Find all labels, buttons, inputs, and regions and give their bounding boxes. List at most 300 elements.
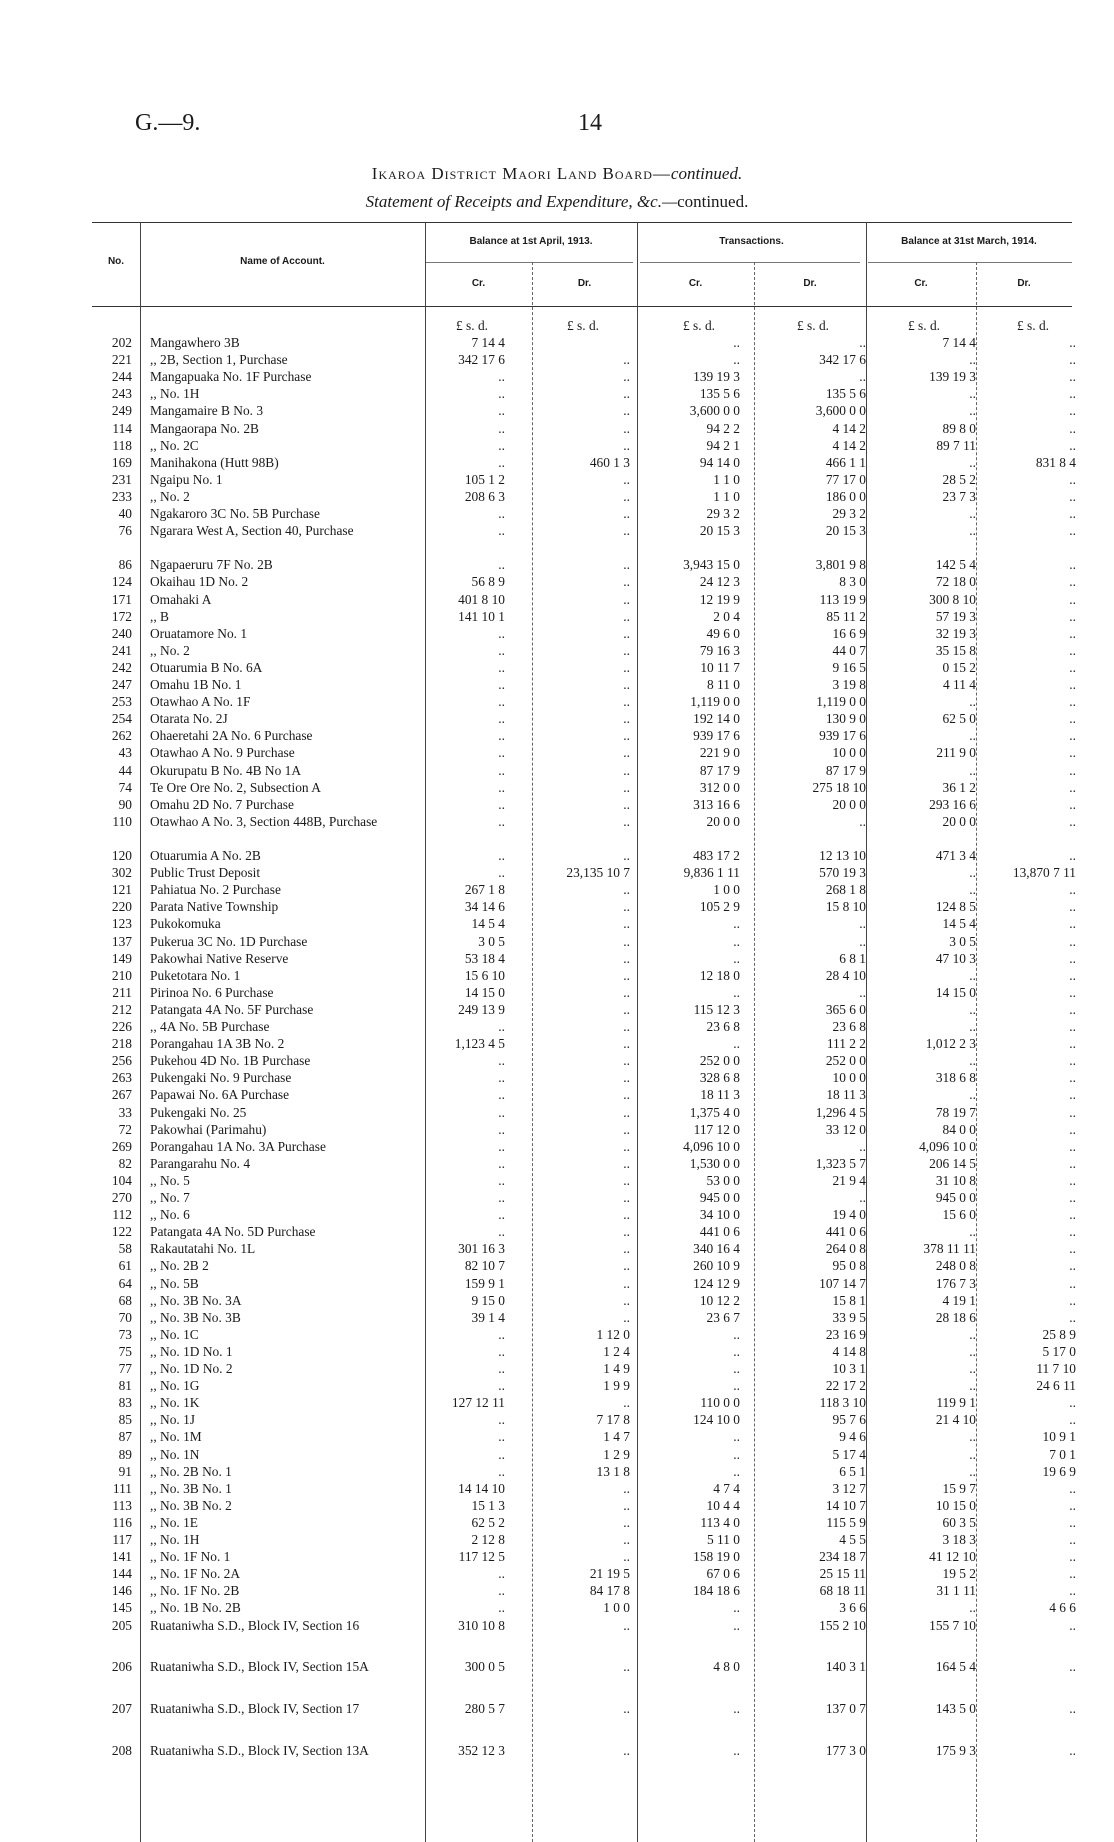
amount-a2: .. (623, 1617, 630, 1633)
amount-a3: 124 10 0 (693, 1412, 740, 1428)
amount-a3: 115 12 3 (693, 1001, 740, 1017)
page-subtitle (0, 192, 1114, 212)
amount-a3: 23 6 7 (706, 1309, 740, 1325)
amount-a1: .. (498, 1087, 505, 1103)
account-name: Otuarumia B No. 6A (150, 659, 263, 675)
amount-a1: .. (498, 1104, 505, 1120)
amount-a1: .. (498, 1155, 505, 1171)
account-number: 211 (112, 984, 132, 1000)
amount-a2: .. (623, 1172, 630, 1188)
account-number: 74 (118, 779, 132, 795)
amount-a4: .. (859, 916, 866, 932)
amount-a3: 113 4 0 (700, 1514, 740, 1530)
amount-a1: 401 8 10 (458, 591, 505, 607)
amount-a3: 1 1 0 (713, 471, 740, 487)
account-number: 118 (112, 437, 132, 453)
amount-a4: .. (859, 369, 866, 385)
amount-a6: .. (1069, 1104, 1076, 1120)
amount-a6: .. (1069, 471, 1076, 487)
amount-a5: 20 0 0 (942, 813, 976, 829)
amount-a1: .. (498, 506, 505, 521)
amount-a2: .. (623, 1701, 630, 1717)
amount-a3: .. (733, 1446, 740, 1462)
account-name: Otawhao A No. 9 Purchase (150, 745, 295, 761)
units-tx-dr: £ s. d. (797, 318, 829, 333)
account-number: 149 (111, 950, 132, 966)
amount-a6: .. (1069, 677, 1076, 692)
amount-a2: .. (623, 642, 630, 658)
account-name: Pirinoa No. 6 Purchase (150, 984, 274, 1000)
amount-a2: 1 12 0 (596, 1326, 630, 1342)
amount-a1: .. (498, 1207, 505, 1223)
amount-a6: 5 17 0 (1042, 1343, 1076, 1359)
amount-a4: .. (859, 1138, 866, 1154)
amount-a5: 7 14 4 (942, 335, 976, 350)
amount-a3: 328 6 8 (699, 1070, 740, 1086)
amount-a2: .. (623, 1087, 630, 1103)
amount-a2: .. (623, 1001, 630, 1017)
account-number: 64 (118, 1275, 132, 1291)
amount-a6: .. (1069, 488, 1076, 504)
amount-a4: .. (859, 813, 866, 829)
account-number: 70 (118, 1309, 132, 1325)
account-name: Pukehou 4D No. 1B Purchase (150, 1053, 311, 1069)
amount-a5: .. (969, 403, 976, 419)
amount-a3: 10 12 2 (699, 1292, 740, 1308)
account-name: ,, No. 1F No. 1 (150, 1549, 231, 1565)
account-number: 81 (118, 1378, 132, 1394)
account-name: Patangata 4A No. 5F Purchase (150, 1001, 314, 1017)
amount-a4: 21 9 4 (832, 1172, 866, 1188)
amount-a5: .. (969, 1326, 976, 1342)
amount-a1: .. (498, 557, 505, 573)
account-number: 231 (111, 471, 132, 487)
amount-a5: .. (969, 967, 976, 983)
amount-a6: 24 6 11 (1036, 1378, 1076, 1394)
amount-a2: 23,135 10 7 (566, 865, 630, 881)
amount-a5: 1,012 2 3 (925, 1036, 976, 1052)
amount-a4: 466 1 1 (825, 454, 866, 470)
account-number: 226 (111, 1019, 132, 1034)
amount-a4: 939 17 6 (819, 728, 866, 744)
account-number: 171 (111, 591, 132, 607)
amount-a4: 29 3 2 (832, 506, 866, 521)
amount-a5: 175 9 3 (935, 1743, 976, 1759)
amount-a1: .. (498, 386, 505, 402)
amount-a5: 248 0 8 (935, 1258, 976, 1274)
amount-a2: .. (623, 848, 630, 863)
amount-a2: 1 2 4 (603, 1343, 630, 1359)
amount-a5: 10 15 0 (935, 1497, 976, 1513)
amount-a1: .. (498, 1378, 505, 1394)
amount-a4: 95 0 8 (832, 1258, 866, 1274)
amount-a1: .. (498, 523, 505, 539)
account-number: 270 (111, 1190, 132, 1205)
account-name: Parangarahu No. 4 (150, 1155, 251, 1171)
header-no: No. (107, 256, 125, 267)
header-dr-2: Dr. (803, 278, 817, 289)
account-name: Pukerua 3C No. 1D Purchase (150, 933, 308, 949)
amount-a2: .. (623, 1258, 630, 1274)
account-number: 172 (111, 608, 132, 624)
amount-a1: .. (498, 1429, 505, 1445)
amount-a5: .. (969, 1429, 976, 1445)
amount-a1: 15 1 3 (471, 1497, 505, 1513)
amount-a6: .. (1069, 557, 1076, 573)
amount-a4: 4 14 8 (832, 1343, 866, 1359)
amount-a4: 1,119 0 0 (816, 694, 866, 710)
amount-a5: .. (969, 1224, 976, 1240)
account-number: 33 (118, 1104, 132, 1120)
page-number: 14 (578, 110, 602, 136)
amount-a6: .. (1069, 1241, 1076, 1257)
account-name: Omahu 1B No. 1 (150, 677, 242, 692)
amount-a6: .. (1069, 711, 1076, 727)
amount-a4: 441 0 6 (825, 1224, 866, 1240)
amount-a2: .. (623, 557, 630, 573)
amount-a4: 111 2 2 (826, 1036, 866, 1052)
amount-a1: 300 0 5 (464, 1659, 505, 1675)
amount-a5: 21 4 10 (935, 1412, 976, 1428)
amount-a1: 159 9 1 (464, 1275, 505, 1291)
amount-a2: .. (623, 694, 630, 710)
amount-a3: 94 2 1 (706, 437, 740, 453)
amount-a5: 23 7 3 (942, 488, 976, 504)
amount-a1: .. (498, 369, 505, 385)
amount-a5: 47 10 3 (935, 950, 976, 966)
account-number: 233 (111, 488, 132, 504)
account-name: Rakautatahi No. 1L (150, 1241, 256, 1257)
amount-a3: 1,119 0 0 (690, 694, 740, 710)
amount-a5: .. (969, 1087, 976, 1103)
account-number: 208 (111, 1743, 132, 1759)
amount-a1: .. (498, 762, 505, 778)
amount-a3: 24 12 3 (699, 574, 740, 590)
amount-a1: .. (498, 1583, 505, 1599)
amount-a4: 177 3 0 (825, 1743, 866, 1759)
account-name: Otuarumia A No. 2B (150, 848, 261, 863)
amount-a5: 0 15 2 (942, 659, 976, 675)
amount-a2: 460 1 3 (589, 454, 630, 470)
amount-a6: 13,870 7 11 (1012, 865, 1076, 881)
amount-a6: .. (1069, 1617, 1076, 1633)
amount-a6: .. (1069, 1070, 1076, 1086)
amount-a2: .. (623, 488, 630, 504)
account-number: 137 (111, 933, 132, 949)
amount-a2: .. (623, 403, 630, 419)
amount-a3: 10 4 4 (706, 1497, 740, 1513)
account-name: Papawai No. 6A Purchase (150, 1087, 290, 1103)
amount-a6: .. (1069, 1036, 1076, 1052)
account-name: ,, No. 3B No. 3A (150, 1292, 242, 1308)
amount-a2: .. (623, 882, 630, 898)
amount-a4: 10 0 0 (832, 1070, 866, 1086)
amount-a6: .. (1069, 728, 1076, 744)
amount-a6: .. (1069, 608, 1076, 624)
account-name: Ngakaroro 3C No. 5B Purchase (150, 506, 320, 521)
amount-a5: .. (969, 694, 976, 710)
account-number: 40 (118, 506, 132, 521)
amount-a4: 22 17 2 (825, 1378, 866, 1394)
amount-a6: .. (1069, 1019, 1076, 1034)
amount-a1: .. (498, 694, 505, 710)
amount-a3: 313 16 6 (693, 796, 740, 812)
amount-a2: .. (623, 916, 630, 932)
amount-a5: 57 19 3 (935, 608, 976, 624)
amount-a4: 3 12 7 (832, 1480, 866, 1496)
amount-a4: 95 7 6 (832, 1412, 866, 1428)
amount-a5: 60 3 5 (942, 1514, 976, 1530)
account-number: 58 (118, 1241, 132, 1257)
account-name: ,, 2B, Section 1, Purchase (150, 352, 288, 368)
amount-a4: 77 17 0 (825, 471, 866, 487)
amount-a1: 14 15 0 (464, 984, 505, 1000)
amount-a6: .. (1069, 591, 1076, 607)
amount-a2: .. (623, 711, 630, 727)
amount-a5: 3 0 5 (949, 933, 976, 949)
col-divider-group1 (637, 222, 638, 1842)
amount-a1: .. (498, 437, 505, 453)
amount-a5: 4 19 1 (942, 1292, 976, 1308)
amount-a5: 89 7 11 (936, 437, 976, 453)
amount-a4: 137 0 7 (825, 1701, 866, 1717)
amount-a1: .. (498, 1343, 505, 1359)
amount-a5: 15 6 0 (942, 1207, 976, 1223)
account-name: Porangahau 1A No. 3A Purchase (150, 1138, 326, 1154)
amount-a5: .. (969, 1361, 976, 1376)
account-name: Oruatamore No. 1 (150, 625, 248, 641)
account-name: Pukengaki No. 9 Purchase (150, 1070, 292, 1086)
account-name: ,, No. 2 (150, 642, 190, 658)
amount-a5: .. (969, 1343, 976, 1359)
amount-a2: .. (623, 796, 630, 812)
amount-a6: .. (1069, 762, 1076, 778)
account-name: Ruataniwha S.D., Block IV, Section 13A (150, 1743, 369, 1759)
account-number: 112 (112, 1207, 132, 1223)
account-name: ,, No. 2B No. 1 (150, 1463, 232, 1479)
amount-a6: .. (1069, 1001, 1076, 1017)
amount-a5: .. (969, 506, 976, 521)
account-number: 249 (111, 403, 132, 419)
account-name: ,, No. 1F No. 2B (150, 1583, 240, 1599)
amount-a1: .. (498, 1412, 505, 1428)
amount-a4: 107 14 7 (819, 1275, 866, 1291)
amount-a1: 15 6 10 (464, 967, 505, 983)
amount-a6: .. (1069, 1309, 1076, 1325)
amount-a4: .. (859, 1190, 866, 1205)
account-number: 85 (118, 1412, 132, 1428)
amount-a4: 1,296 4 5 (815, 1104, 866, 1120)
units-bal2-cr: £ s. d. (908, 318, 940, 333)
amount-a3: 18 11 3 (700, 1087, 740, 1103)
amount-a4: 85 11 2 (826, 608, 866, 624)
amount-a2: .. (623, 352, 630, 368)
amount-a4: 135 5 6 (825, 386, 866, 402)
amount-a6: 831 8 4 (1035, 454, 1076, 470)
account-number: 267 (111, 1087, 132, 1103)
amount-a5: .. (969, 1600, 976, 1616)
amount-a6: .. (1069, 1659, 1076, 1675)
amount-a6: .. (1069, 1275, 1076, 1291)
amount-a6: .. (1069, 352, 1076, 368)
account-number: 44 (118, 762, 132, 778)
account-number: 221 (111, 352, 132, 368)
account-name: Ngarara West A, Section 40, Purchase (150, 523, 354, 539)
amount-a6: .. (1069, 1190, 1076, 1205)
amount-a4: 16 6 9 (832, 625, 866, 641)
amount-a3: 79 16 3 (699, 642, 740, 658)
account-number: 141 (111, 1549, 132, 1565)
amount-a1: .. (498, 454, 505, 470)
account-number: 207 (111, 1701, 132, 1717)
page-ref: G.—9. (135, 110, 201, 136)
account-number: 83 (118, 1395, 132, 1411)
amount-a3: 312 0 0 (699, 779, 740, 795)
amount-a1: .. (498, 848, 505, 863)
account-name: Pakowhai Native Reserve (150, 950, 289, 966)
amount-a1: .. (498, 1190, 505, 1205)
account-name: ,, No. 1H (150, 386, 200, 402)
amount-a2: 7 17 8 (596, 1412, 630, 1428)
subtitle-continued: continued. (677, 192, 749, 211)
amount-a1: .. (498, 403, 505, 419)
amount-a6: .. (1069, 1224, 1076, 1240)
amount-a6: .. (1069, 933, 1076, 949)
amount-a4: 1,323 5 7 (815, 1155, 866, 1171)
amount-a6: .. (1069, 420, 1076, 436)
amount-a2: .. (623, 659, 630, 675)
amount-a3: .. (733, 335, 740, 350)
amount-a6: .. (1069, 1155, 1076, 1171)
header-balance-end: Balance at 31st March, 1914. (901, 236, 1037, 247)
amount-a2: .. (623, 762, 630, 778)
header-dr-1: Dr. (577, 278, 592, 289)
amount-a2: .. (623, 1309, 630, 1325)
amount-a5: 164 5 4 (935, 1659, 976, 1675)
amount-a5: 19 5 2 (942, 1566, 976, 1582)
amount-a3: .. (733, 1617, 740, 1633)
amount-a1: .. (498, 813, 505, 829)
amount-a4: 113 19 9 (819, 591, 866, 607)
account-name: Ruataniwha S.D., Block IV, Section 16 (150, 1617, 360, 1633)
table-header-rule (92, 306, 1072, 307)
col-divider-tx (754, 262, 755, 1842)
amount-a2: .. (623, 899, 630, 915)
account-name: Ruataniwha S.D., Block IV, Section 15A (150, 1659, 369, 1675)
account-number: 218 (111, 1036, 132, 1052)
amount-a1: .. (498, 865, 505, 881)
amount-a5: 32 19 3 (935, 625, 976, 641)
amount-a5: 28 18 6 (935, 1309, 976, 1325)
amount-a2: .. (623, 1743, 630, 1759)
account-name: Otawhao A No. 1F (150, 694, 251, 710)
amount-a3: .. (733, 1701, 740, 1717)
amount-a4: 20 15 3 (825, 523, 866, 539)
amount-a1: 208 6 3 (464, 488, 505, 504)
amount-a2: .. (623, 1138, 630, 1154)
amount-a3: 3,943 15 0 (683, 557, 740, 573)
account-name: Patangata 4A No. 5D Purchase (150, 1224, 316, 1240)
account-name: Manihakona (Hutt 98B) (150, 454, 279, 470)
amount-a6: .. (1069, 625, 1076, 641)
amount-a6: 4 6 6 (1049, 1600, 1076, 1616)
account-name: ,, No. 1F No. 2A (150, 1566, 241, 1582)
amount-a5: 142 5 4 (935, 557, 976, 573)
amount-a6: .. (1069, 1497, 1076, 1513)
amount-a6: .. (1069, 694, 1076, 710)
amount-a1: 249 13 9 (458, 1001, 505, 1017)
account-number: 212 (111, 1001, 132, 1017)
amount-a4: 6 5 1 (839, 1463, 866, 1479)
amount-a3: 94 2 2 (706, 420, 740, 436)
account-name: ,, No. 1B No. 2B (150, 1600, 241, 1616)
amount-a3: 945 0 0 (699, 1190, 740, 1205)
amount-a4: 140 3 1 (825, 1659, 866, 1675)
amount-a4: 20 0 0 (832, 796, 866, 812)
amount-a2: .. (623, 950, 630, 966)
amount-a1: 9 15 0 (471, 1292, 505, 1308)
amount-a3: 1 0 0 (713, 882, 740, 898)
amount-a1: .. (498, 728, 505, 744)
amount-a2: 1 2 9 (603, 1446, 630, 1462)
account-name: ,, No. 6 (150, 1207, 190, 1223)
account-number: 243 (111, 386, 132, 402)
amount-a4: 28 4 10 (825, 967, 866, 983)
amount-a3: 1,530 0 0 (689, 1155, 740, 1171)
account-number: 247 (111, 677, 132, 692)
account-name: ,, No. 5 (150, 1172, 190, 1188)
amount-a6: .. (1069, 1532, 1076, 1547)
amount-a4: 5 17 4 (832, 1446, 866, 1462)
amount-a3: 12 18 0 (699, 967, 740, 983)
amount-a6: 11 7 10 (1036, 1361, 1076, 1376)
account-name: Parata Native Township (150, 899, 279, 915)
amount-a6: .. (1069, 1121, 1076, 1137)
amount-a1: 39 1 4 (471, 1309, 505, 1325)
amount-a3: 117 12 0 (693, 1121, 740, 1137)
amount-a1: 342 17 6 (458, 352, 505, 368)
amount-a2: .. (623, 625, 630, 641)
amount-a1: .. (498, 1019, 505, 1034)
amount-a5: 31 1 11 (936, 1583, 976, 1599)
amount-a1: .. (498, 420, 505, 436)
units-bal1-dr: £ s. d. (567, 318, 599, 333)
account-number: 169 (111, 454, 132, 470)
account-name: Puketotara No. 1 (150, 967, 241, 983)
amount-a3: 2 0 4 (713, 608, 740, 624)
account-name: Otarata No. 2J (150, 711, 228, 727)
amount-a1: .. (498, 625, 505, 641)
amount-a5: 4 11 4 (943, 677, 976, 692)
amount-a5: .. (969, 1378, 976, 1394)
amount-a3: .. (733, 1036, 740, 1052)
amount-a2: .. (623, 1190, 630, 1205)
amount-a6: .. (1069, 813, 1076, 829)
account-name: Porangahau 1A 3B No. 2 (150, 1036, 285, 1052)
amount-a3: 340 16 4 (693, 1241, 740, 1257)
amount-a4: 33 12 0 (825, 1121, 866, 1137)
amount-a3: .. (733, 1361, 740, 1376)
amount-a2: .. (623, 728, 630, 744)
amount-a6: .. (1069, 916, 1076, 932)
amount-a6: .. (1069, 574, 1076, 590)
subheader-rule-right (868, 262, 1072, 263)
account-number: 146 (111, 1583, 132, 1599)
amount-a5: 3 18 3 (942, 1532, 976, 1547)
amount-a3: 9,836 1 11 (683, 865, 740, 881)
amount-a1: 1,123 4 5 (454, 1036, 505, 1052)
amount-a5: 14 5 4 (942, 916, 976, 932)
